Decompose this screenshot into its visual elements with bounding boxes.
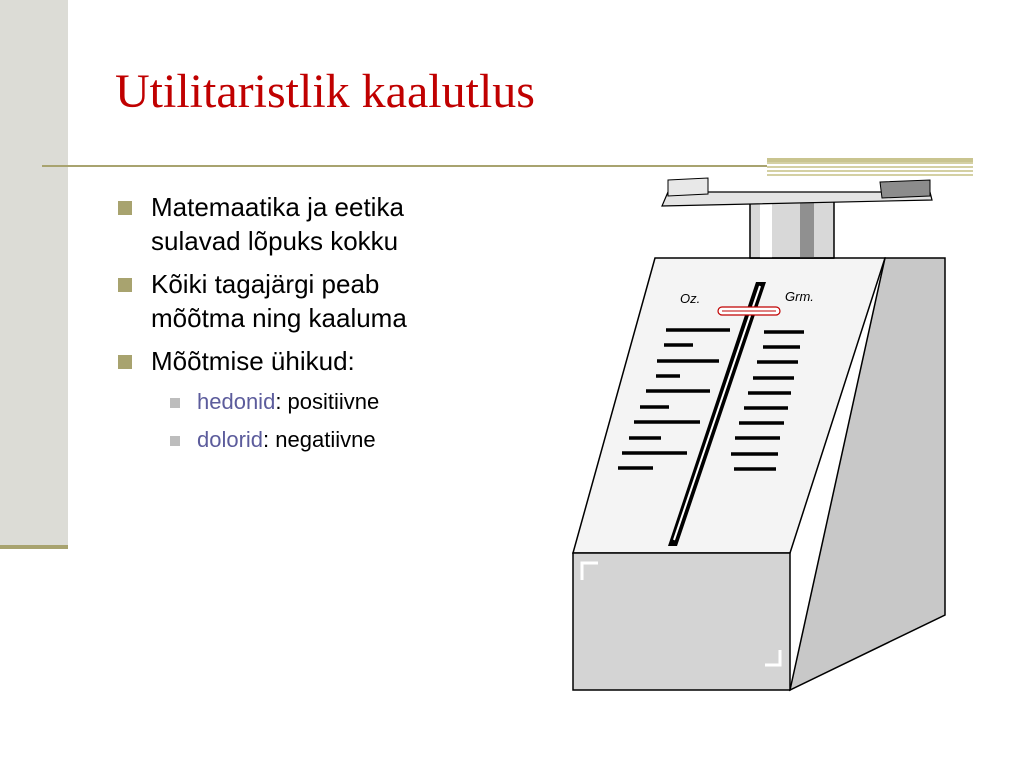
slide-title: Utilitaristlik kaalutlus — [115, 65, 535, 118]
bullet-item — [115, 344, 535, 378]
left-sidebar-band — [0, 0, 68, 548]
bullet-text-line: mõõtma ning kaaluma — [151, 303, 407, 333]
bullet-list — [115, 190, 535, 463]
square-sub-bullet-icon — [170, 436, 180, 446]
sub-bullet-item — [115, 387, 535, 417]
sub-bullet-text: : positiivne — [275, 389, 380, 414]
ounce-label: Oz. — [680, 291, 701, 306]
square-bullet-icon — [118, 278, 132, 292]
bullet-item — [115, 190, 535, 258]
bullet-item — [115, 267, 535, 335]
bullet-text-line: Kõiki tagajärgi peab — [151, 269, 380, 299]
sub-bullet-text: : negatiivne — [263, 427, 376, 452]
bullet-text-line: Mõõtmise ühikud: — [151, 346, 355, 376]
sub-bullet-item — [115, 425, 535, 455]
square-bullet-icon — [118, 201, 132, 215]
square-bullet-icon — [118, 355, 132, 369]
sub-bullet-term: hedonid — [197, 389, 276, 414]
sub-bullet-term: dolorid — [197, 427, 264, 452]
gram-label: Grm. — [785, 289, 814, 304]
bullet-text-line: sulavad lõpuks kokku — [151, 226, 399, 256]
square-sub-bullet-icon — [170, 398, 180, 408]
bullet-text-line: Matemaatika ja eetika — [151, 192, 404, 222]
kitchen-scale-icon — [560, 170, 980, 695]
left-band-rule — [0, 545, 68, 549]
